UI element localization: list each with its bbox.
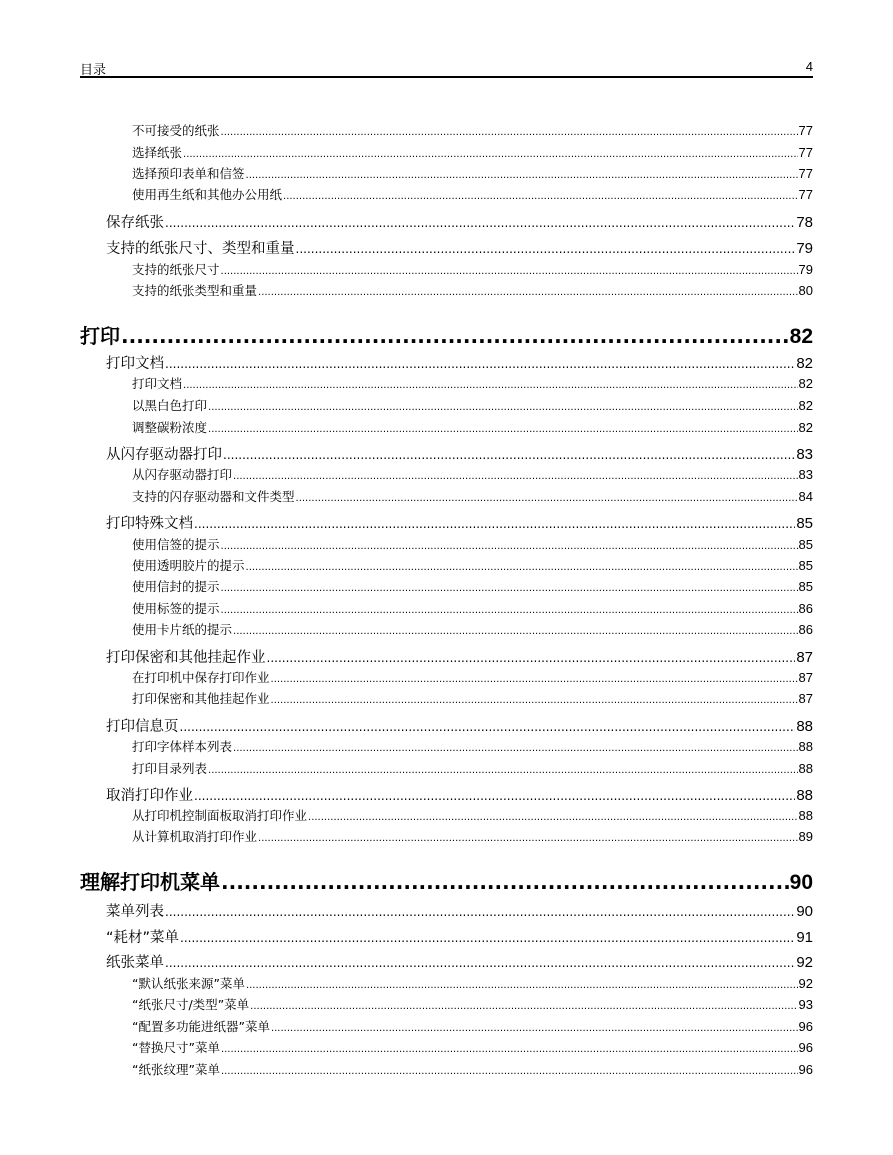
toc-entry-title: 使用信签的提示 (132, 537, 220, 552)
toc-leader-dots (221, 870, 789, 894)
toc-entry-title: 使用标签的提示 (132, 601, 220, 616)
toc-subsection[interactable] (132, 995, 813, 1013)
toc-entry-title: 打印目录列表 (132, 761, 208, 776)
toc-leader-dots (223, 448, 795, 462)
toc-subsection[interactable] (132, 396, 813, 414)
toc-leader-dots (296, 493, 798, 504)
toc-subsection[interactable] (132, 535, 813, 553)
toc-entry-page: 82 (798, 376, 813, 391)
toc-leader-dots (208, 424, 798, 435)
toc-entry-title: 菜单列表 (106, 904, 164, 920)
toc-entry-title: 选择纸张 (132, 145, 183, 160)
toc-leader-dots (267, 651, 796, 665)
toc-entry-page: 79 (796, 240, 813, 257)
toc-leader-dots (180, 720, 796, 734)
toc-subsection[interactable] (132, 689, 813, 707)
toc-entry-page: 96 (798, 1019, 813, 1034)
toc-entry-page: 77 (798, 187, 813, 202)
toc-leader-dots (194, 517, 795, 531)
toc-entry-title: 调整碳粉浓度 (132, 420, 208, 435)
toc-entry-title: 保存纸张 (106, 215, 164, 231)
toc-entry-title: 取消打印作业 (106, 788, 193, 804)
toc-entry-title: 支持的纸张类型和重量 (132, 283, 258, 298)
toc-entry-title: 以黑白色打印 (132, 398, 208, 413)
toc-entry-page: 89 (798, 829, 813, 844)
toc-entry-page: 88 (798, 739, 813, 754)
toc-entry-title: 打印特殊文档 (106, 516, 193, 532)
toc-subsection[interactable] (132, 185, 813, 203)
toc-entry-page: 90 (789, 871, 813, 894)
toc-entry-title: “配置多功能进纸器”菜单 (132, 1019, 270, 1034)
toc-subsection[interactable] (132, 806, 813, 824)
toc-entry-page: 96 (798, 1040, 813, 1055)
toc-section[interactable] (106, 646, 813, 667)
toc-subsection[interactable] (132, 1038, 813, 1056)
toc-entry-title: 从闪存驱动器打印 (106, 447, 222, 463)
toc-leader-dots (271, 695, 798, 706)
toc-leader-dots (165, 357, 795, 371)
toc-leader-dots (221, 1044, 798, 1055)
toc-entry-title: 打印信息页 (106, 719, 179, 735)
toc-subsection[interactable] (132, 759, 813, 777)
toc-entry-page: 92 (796, 954, 813, 971)
toc-leader-dots (221, 605, 798, 616)
toc-leader-dots (283, 191, 798, 202)
toc-entry-title: 打印文档 (106, 356, 164, 372)
toc-leader-dots (208, 765, 798, 776)
toc-leader-dots (180, 931, 795, 945)
toc-entry-page: 83 (798, 467, 813, 482)
toc-subsection[interactable] (132, 143, 813, 161)
toc-entry-title: 打印保密和其他挂起作业 (106, 650, 266, 666)
toc-entry-title: 支持的闪存驱动器和文件类型 (132, 489, 295, 504)
toc-entry-title: “耗材”菜单 (106, 930, 180, 946)
toc-entry-title: “纸张尺寸/类型”菜单 (132, 997, 250, 1012)
toc-entry-title: 理解打印机菜单 (80, 870, 220, 894)
toc-entry-page: 82 (796, 355, 813, 372)
toc-subsection[interactable] (132, 827, 813, 845)
toc-entry-page: 92 (798, 976, 813, 991)
toc-leader-dots (221, 127, 798, 138)
toc-leader-dots (258, 287, 798, 298)
toc-entry-page: 88 (798, 761, 813, 776)
toc-entry-page: 85 (796, 515, 813, 532)
toc-section[interactable] (106, 715, 813, 736)
toc-entry-page: 91 (796, 929, 813, 946)
toc-section[interactable] (106, 211, 813, 232)
toc-subsection[interactable] (132, 418, 813, 436)
toc-entry-title: 打印 (80, 324, 120, 348)
header-title: 目录 (80, 63, 107, 78)
toc-leader-dots (271, 1023, 798, 1034)
toc-entry-title: 打印字体样本列表 (132, 739, 233, 754)
toc-entry-page: 83 (796, 446, 813, 463)
toc-leader-dots (194, 789, 795, 803)
toc-leader-dots (246, 562, 798, 573)
toc-entry-title: 支持的纸张尺寸、类型和重量 (106, 241, 295, 257)
toc-entry-title: 在打印机中保存打印作业 (132, 670, 270, 685)
toc-entry-title: 选择预印表单和信签 (132, 166, 245, 181)
toc-subsection[interactable] (132, 260, 813, 278)
toc-entry-page: 84 (798, 489, 813, 504)
toc-leader-dots (233, 626, 798, 637)
toc-subsection[interactable] (132, 599, 813, 617)
toc-subsection[interactable] (132, 374, 813, 392)
toc-subsection[interactable] (132, 281, 813, 299)
toc-entry-title: 打印保密和其他挂起作业 (132, 691, 270, 706)
toc-section[interactable] (106, 352, 813, 373)
toc-entry-page: 85 (798, 558, 813, 573)
toc-entry-page: 77 (798, 123, 813, 138)
toc-subsection[interactable] (132, 556, 813, 574)
toc-leader-dots (165, 956, 795, 970)
toc-entry-title: 使用透明胶片的提示 (132, 558, 245, 573)
toc-subsection[interactable] (132, 974, 813, 992)
toc-entry-page: 77 (798, 166, 813, 181)
toc-entry-page: 96 (798, 1062, 813, 1077)
toc-subsection[interactable] (132, 668, 813, 686)
toc-leader-dots (165, 216, 795, 230)
toc-entry-title: 纸张菜单 (106, 955, 164, 971)
toc-leader-dots (233, 471, 798, 482)
toc-subsection[interactable] (132, 1017, 813, 1035)
toc-leader-dots (121, 324, 789, 348)
toc-subsection[interactable] (132, 487, 813, 505)
toc-entry-title: “纸张纹理”菜单 (132, 1062, 220, 1077)
toc-entry-page: 88 (798, 808, 813, 823)
toc-entry-page: 87 (798, 670, 813, 685)
toc-entry-page: 85 (798, 537, 813, 552)
toc-entry-page: 86 (798, 622, 813, 637)
toc-leader-dots (296, 242, 796, 256)
toc-entry-page: 87 (796, 649, 813, 666)
toc-leader-dots (183, 149, 798, 160)
toc-entry-page: 93 (798, 997, 813, 1012)
toc-leader-dots (221, 266, 798, 277)
toc-entry-title: 从闪存驱动器打印 (132, 467, 233, 482)
toc-section[interactable] (106, 900, 813, 921)
toc-subsection[interactable] (132, 1060, 813, 1078)
toc-leader-dots (165, 905, 795, 919)
toc-entry-page: 82 (789, 325, 813, 348)
toc-entry-title: “默认纸张来源”菜单 (132, 976, 245, 991)
toc-entry-page: 82 (798, 420, 813, 435)
toc-leader-dots (208, 402, 798, 413)
toc-section[interactable] (106, 512, 813, 533)
toc-leader-dots (246, 980, 798, 991)
toc-entry-title: 从打印机控制面板取消打印作业 (132, 808, 308, 823)
toc-subsection[interactable] (132, 465, 813, 483)
toc-section[interactable] (106, 443, 813, 464)
toc-leader-dots (308, 812, 798, 823)
toc-entry-page: 79 (798, 262, 813, 277)
toc-subsection[interactable] (132, 164, 813, 182)
toc-subsection[interactable] (132, 737, 813, 755)
toc-leader-dots (221, 541, 798, 552)
toc-leader-dots (258, 833, 798, 844)
toc-section[interactable] (106, 926, 813, 947)
toc-entry-title: 支持的纸张尺寸 (132, 262, 220, 277)
toc-entry-page: 78 (796, 214, 813, 231)
toc-entry-page: 87 (798, 691, 813, 706)
toc-section[interactable] (106, 951, 813, 972)
page-header (80, 58, 813, 78)
toc-entry-page: 86 (798, 601, 813, 616)
toc-subsection[interactable] (132, 121, 813, 139)
toc-leader-dots (250, 1001, 797, 1012)
toc-entry-page: 85 (798, 579, 813, 594)
toc-entry-title: 打印文档 (132, 376, 183, 391)
toc-leader-dots (233, 743, 798, 754)
toc-leader-dots (221, 583, 798, 594)
toc-leader-dots (183, 380, 798, 391)
toc-leader-dots (246, 170, 798, 181)
toc-entry-page: 88 (796, 787, 813, 804)
header-page-number: 4 (805, 59, 813, 74)
toc-entry-title: 使用再生纸和其他办公用纸 (132, 187, 283, 202)
toc-entry-page: 90 (796, 903, 813, 920)
toc-subsection[interactable] (132, 620, 813, 638)
toc-entry-page: 82 (798, 398, 813, 413)
toc-leader-dots (221, 1066, 798, 1077)
toc-entry-title: 使用信封的提示 (132, 579, 220, 594)
toc-entry-page: 88 (796, 718, 813, 735)
toc-entry-page: 80 (798, 283, 813, 298)
toc-section[interactable] (106, 784, 813, 805)
toc-chapter[interactable] (80, 866, 813, 895)
toc-entry-page: 77 (798, 145, 813, 160)
toc-subsection[interactable] (132, 577, 813, 595)
toc-entry-title: 使用卡片纸的提示 (132, 622, 233, 637)
toc-section[interactable] (106, 237, 813, 258)
toc-chapter[interactable] (80, 320, 813, 349)
toc-entry-title: 不可接受的纸张 (132, 123, 220, 138)
toc-entry-title: 从计算机取消打印作业 (132, 829, 258, 844)
toc-leader-dots (271, 674, 798, 685)
toc-entry-title: “替换尺寸”菜单 (132, 1040, 220, 1055)
